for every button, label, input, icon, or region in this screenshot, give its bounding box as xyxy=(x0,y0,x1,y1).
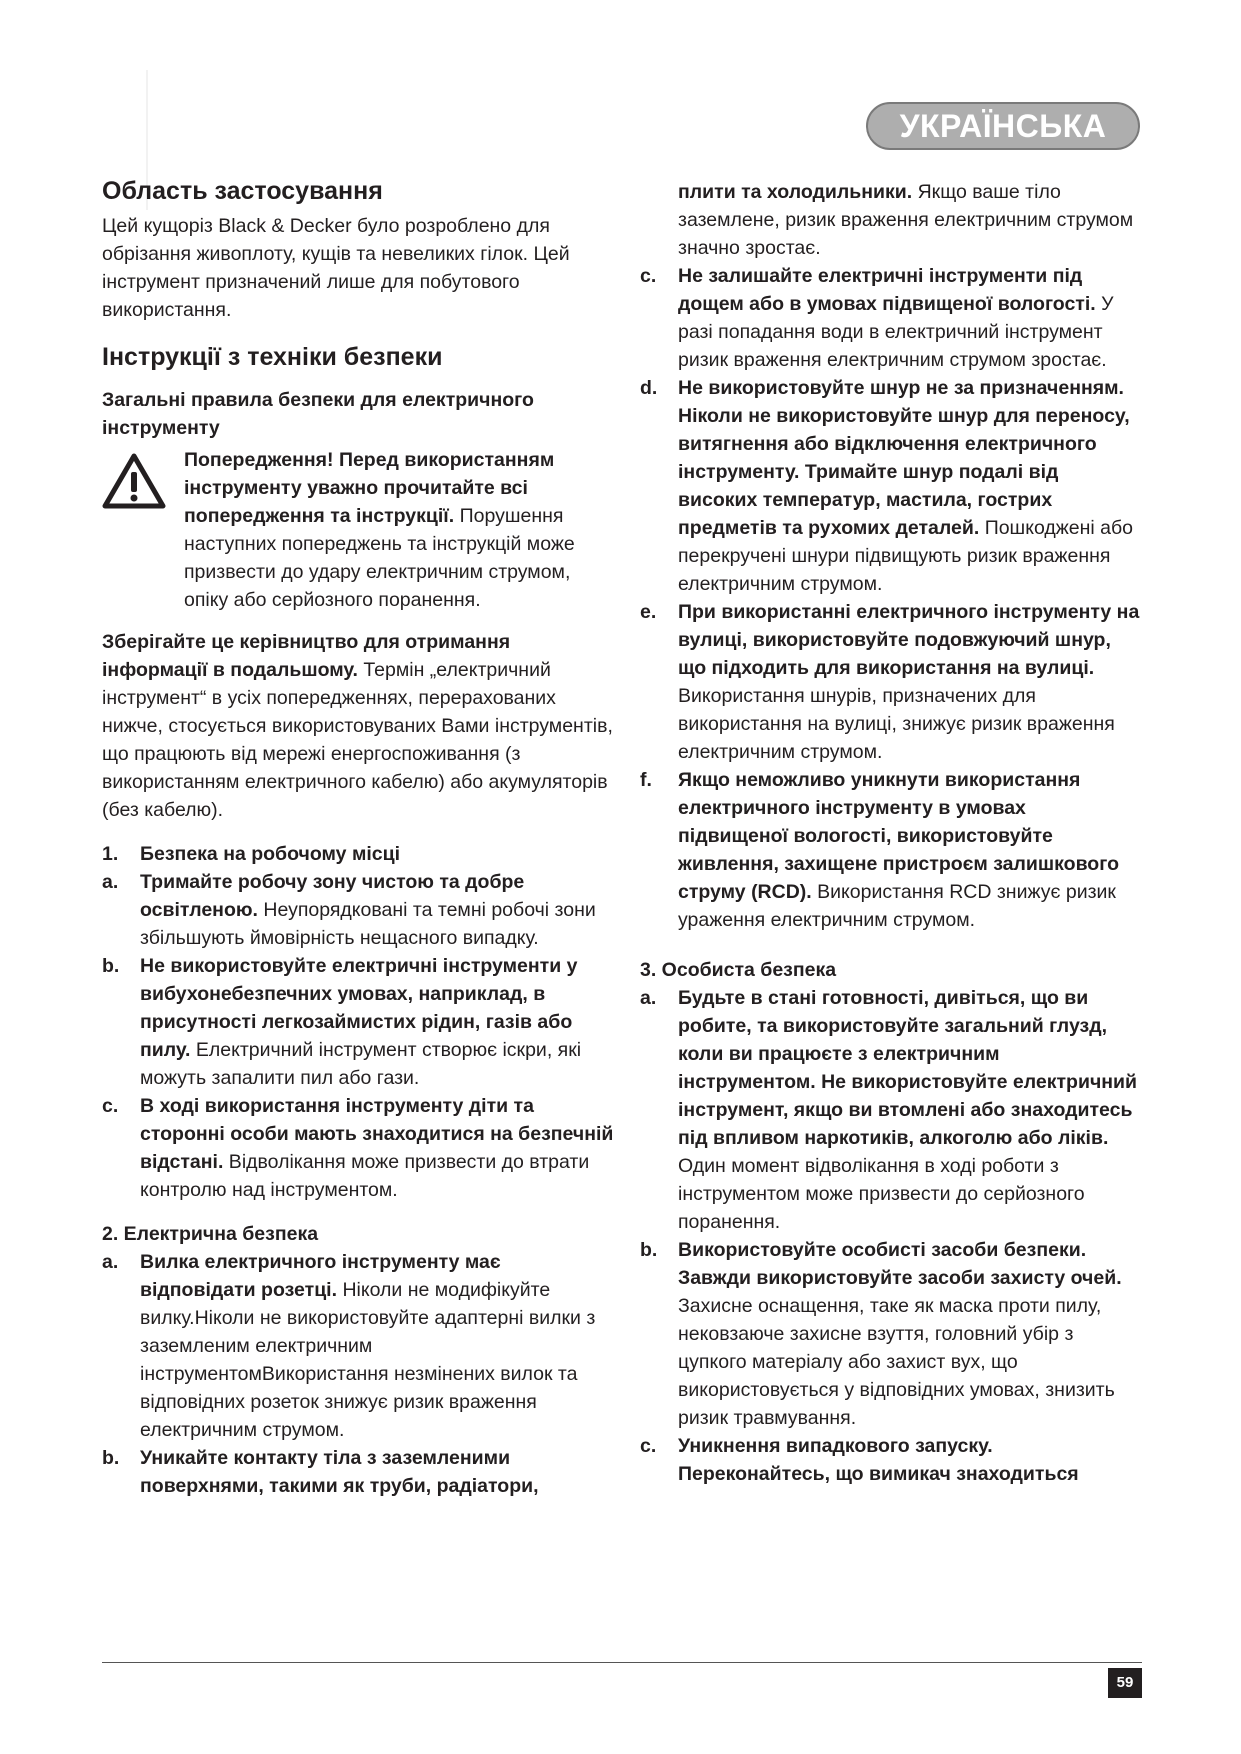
safety-title: Інструкції з техніки безпеки xyxy=(102,343,443,371)
item-marker: c. xyxy=(640,1435,657,1457)
item-bold: Не використовуйте шнур не за призначенням. Ніколи не використовуйте шнур для переносу, витягнення або відключення електричного інструменту. Тримайте шнур подалі від високих температур, мастила, гострих предметів та рухомих деталей. xyxy=(678,377,1130,539)
section-2-list-continued xyxy=(640,262,1140,934)
warning-triangle-icon xyxy=(102,446,166,614)
item-text xyxy=(140,1092,614,1204)
item-bold: плити та холодильники. xyxy=(678,181,913,203)
item-text xyxy=(140,868,614,952)
list-item xyxy=(640,1432,1140,1488)
item-bold: Тримайте робочу зону чистою та добре освітленою. xyxy=(140,871,525,921)
section-1-title xyxy=(102,840,614,868)
item-text xyxy=(678,984,1140,1236)
list-item xyxy=(102,1092,614,1204)
list-item xyxy=(640,766,1140,934)
left-column xyxy=(102,176,614,1500)
list-item xyxy=(102,868,614,952)
item-bold: Вилка електричного інструменту має відповідати розетці. xyxy=(140,1251,501,1301)
item-marker: e. xyxy=(640,601,657,623)
keep-manual-bold: Зберігайте це керівництво для отримання інформації в подальшому. xyxy=(102,631,511,681)
warning-block xyxy=(102,446,614,614)
keep-manual-paragraph xyxy=(102,628,614,824)
item-normal: Ніколи не модифікуйте вилку.Ніколи не використовуйте адаптерні вилки з заземленим електричним інструментомВикористання незмінених вилок та відповідних розеток знижує ризик враження електричним струмом. xyxy=(140,1279,596,1441)
item-text xyxy=(140,1248,614,1444)
list-item xyxy=(640,1236,1140,1432)
list-item xyxy=(102,952,614,1092)
list-item xyxy=(640,598,1140,766)
section-3-list xyxy=(640,984,1140,1488)
item-normal: Використання шнурів, призначених для використання на вулиці, знижує ризик враження електричним струмом. xyxy=(678,685,1115,763)
section-3-title: 3. Особиста безпека xyxy=(640,959,837,981)
general-rules-title: Загальні правила безпеки для електричного інструменту xyxy=(102,389,534,439)
section-2-title: 2. Електрична безпека xyxy=(102,1223,319,1245)
keep-manual-text: Термін „електричний інструмент“ в усіх попередженнях, перерахованих нижче, стосується використовуваних Вами інструментів, що працюють від мережі енергоспоживання (з використанням електричного кабелю) або акумуляторів (без кабелю). xyxy=(102,659,613,821)
list-item xyxy=(640,374,1140,598)
item-bold: В ході використання інструменту діти та сторонні особи мають знаходитися на безпечній відстані. xyxy=(140,1095,614,1173)
warning-text xyxy=(184,446,614,614)
item-text xyxy=(140,952,614,1092)
item-bold: Будьте в стані готовності, дивіться, що ви робите, та використовуйте загальний глузд, коли ви працюєте з електричним інструментом. Не використовуйте електричний інструмент, якщо ви втомлені або знаходитесь під впливом наркотиків, алкоголю або ліків. xyxy=(678,987,1138,1149)
item-marker: d. xyxy=(640,377,658,399)
list-item xyxy=(640,262,1140,374)
item-bold: Не залишайте електричні інструменти під дощем або в умовах підвищеної вологості. xyxy=(678,265,1096,315)
footer-divider xyxy=(102,1662,1142,1663)
scope-text: Цей кущоріз Black & Decker було розроблено для обрізання живоплоту, кущів та невеликих гілок. Цей інструмент призначений лише для побутового використання. xyxy=(102,215,570,321)
item-normal: Захисне оснащення, таке як маска проти пилу, нековзаюче захисне взуття, головний убір з цупкого матеріалу або захист вух, що використовується у відповідних умовах, знизить ризик травмування. xyxy=(678,1295,1115,1429)
item-text xyxy=(678,178,1140,262)
item-bold: Використовуйте особисті засоби безпеки. Завжди використовуйте засоби захисту очей. xyxy=(678,1239,1122,1289)
item-bold: Уникайте контакту тіла з заземленими поверхнями, такими як труби, радіатори, xyxy=(140,1447,539,1497)
scope-title: Область застосування xyxy=(102,177,383,205)
right-column xyxy=(640,178,1140,1488)
item-marker: c. xyxy=(102,1095,119,1117)
item-normal: Пошкоджені або перекручені шнури підвищують ризик враження електричним струмом. xyxy=(678,517,1134,595)
item-marker: f. xyxy=(640,769,652,791)
item-normal: Відволікання може призвести до втрати контролю над інструментом. xyxy=(140,1151,590,1201)
item-normal: Електричний інструмент створює іскри, які можуть запалити пил або гази. xyxy=(140,1039,582,1089)
item-marker: b. xyxy=(102,955,120,977)
item-marker: a. xyxy=(102,1251,119,1273)
item-normal: Якщо ваше тіло заземлене, ризик враження електричним струмом значно зростає. xyxy=(678,181,1134,259)
language-badge: УКРАЇНСЬКА xyxy=(866,102,1140,150)
item-marker-empty xyxy=(640,178,678,262)
item-marker: a. xyxy=(102,871,119,893)
item-normal: Неупорядковані та темні робочі зони збільшують ймовірність нещасного випадку. xyxy=(140,899,596,949)
warning-normal: Порушення наступних попереджень та інструкцій може призвести до удару електричним струмом, опіку або серйозного поранення. xyxy=(184,505,575,611)
item-marker: b. xyxy=(102,1447,120,1469)
item-text xyxy=(678,262,1140,374)
page-number: 59 xyxy=(1108,1668,1142,1698)
section-1-number: 1. xyxy=(102,843,119,865)
item-marker: a. xyxy=(640,987,657,1009)
list-item xyxy=(102,1248,614,1444)
item-bold: Уникнення випадкового запуску. Переконайтесь, що вимикач знаходиться xyxy=(678,1435,1079,1485)
item-bold: Якщо неможливо уникнути використання електричного інструменту в умовах підвищеної вологості, використовуйте живлення, захищене пристроєм залишкового струму (RCD). xyxy=(678,769,1119,903)
warning-bold: Попередження! Перед використанням інструменту уважно прочитайте всі попередження та інструкції. xyxy=(184,449,555,527)
item-text xyxy=(140,1444,614,1500)
item-marker: c. xyxy=(640,265,657,287)
item-normal: Використання RCD знижує ризик ураження електричним струмом. xyxy=(678,881,1116,931)
item-text xyxy=(678,1432,1140,1488)
section-2-list xyxy=(102,1248,614,1500)
list-item xyxy=(640,984,1140,1236)
item-text xyxy=(678,766,1140,934)
item-text xyxy=(678,1236,1140,1432)
section-1-list xyxy=(102,868,614,1204)
item-bold: Не використовуйте електричні інструменти у вибухонебезпечних умовах, наприклад, в присутності легкозаймистих рідин, газів або пилу. xyxy=(140,955,578,1061)
item-bold: При використанні електричного інструменту на вулиці, використовуйте подовжуючий шнур, що підходить для використання на вулиці. xyxy=(678,601,1140,679)
item-text xyxy=(678,374,1140,598)
item-text xyxy=(678,598,1140,766)
section-1-label: Безпека на робочому місці xyxy=(140,843,401,865)
item-marker: b. xyxy=(640,1239,658,1261)
continued-item xyxy=(640,178,1140,262)
list-item xyxy=(102,1444,614,1500)
item-normal: У разі попадання води в електричний інструмент ризик враження електричним струмом зростає. xyxy=(678,293,1114,371)
item-normal: Один момент відволікання в ході роботи з інструментом може призвести до серйозного поранення. xyxy=(678,1155,1085,1233)
